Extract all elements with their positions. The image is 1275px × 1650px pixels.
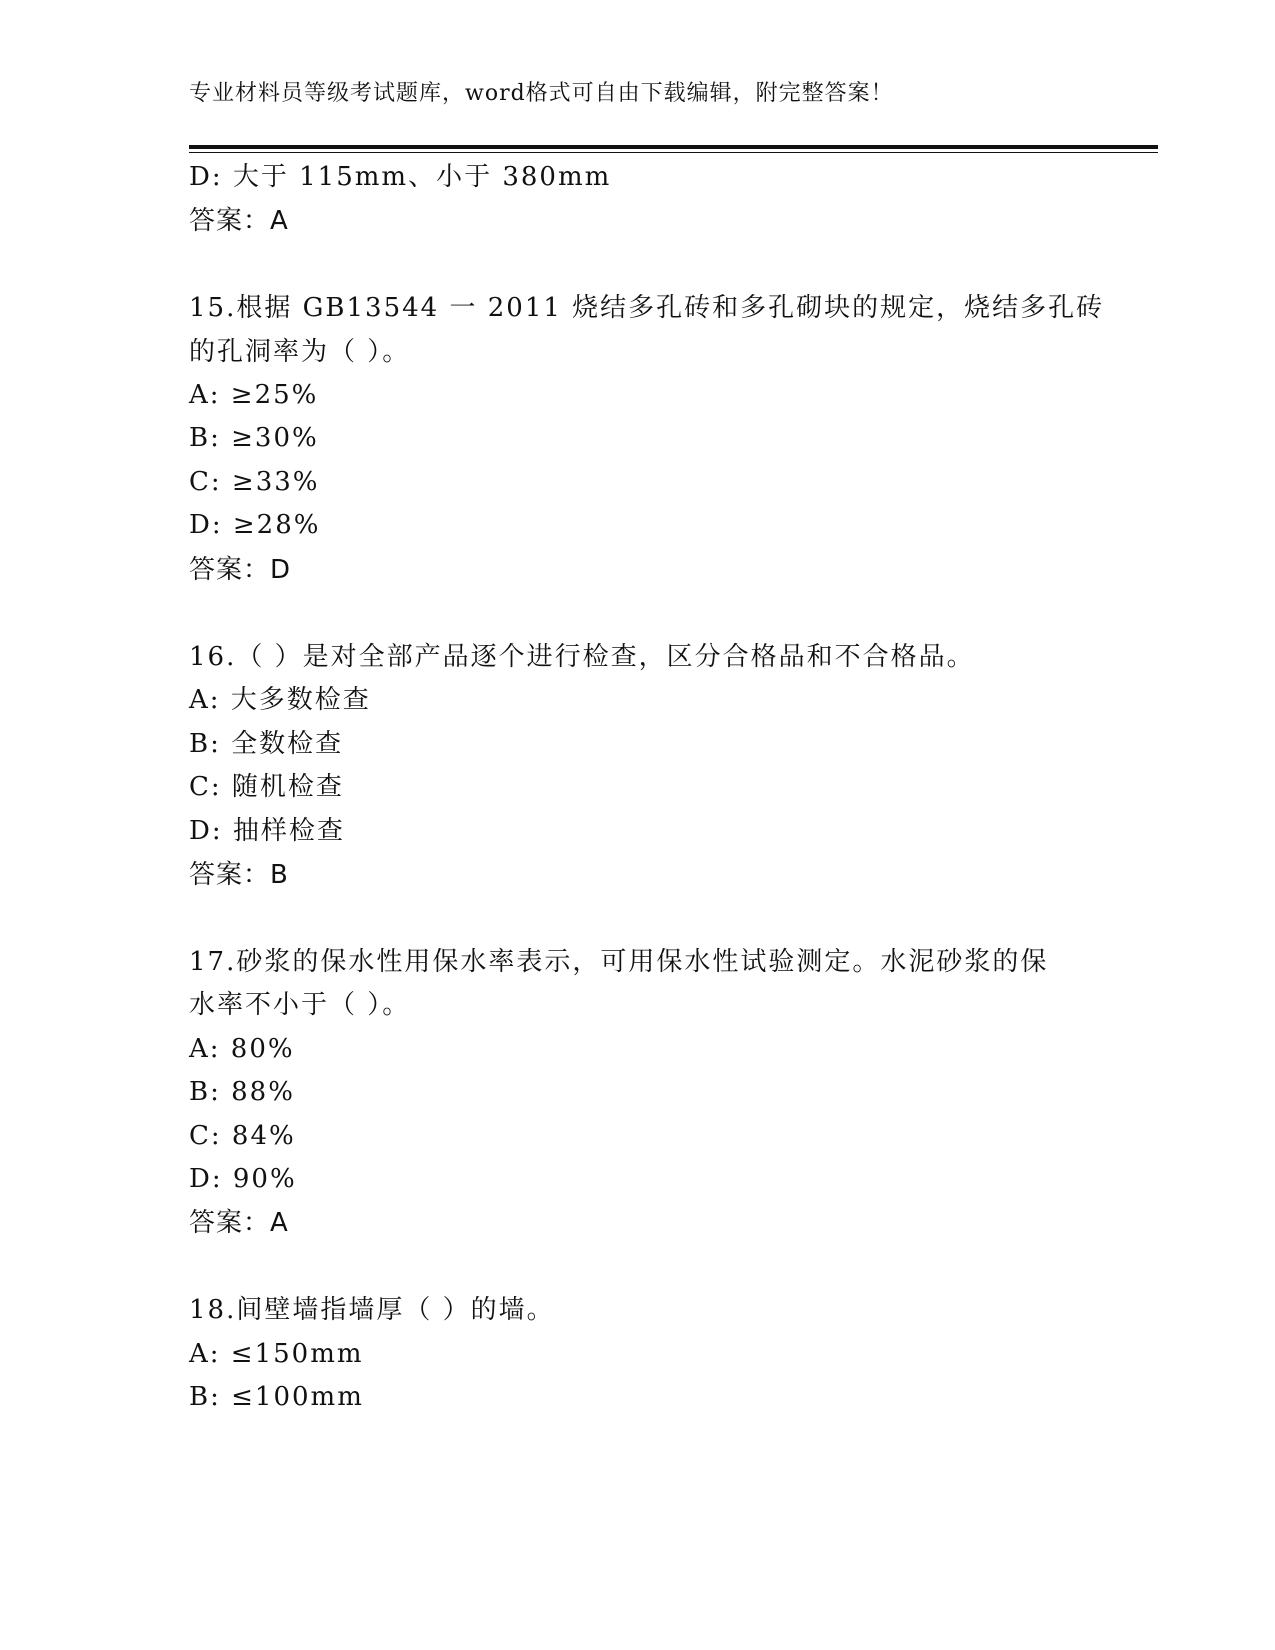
question-17-text: 17.砂浆的保水性用保水率表示，可用保水性试验测定。水泥砂浆的保 bbox=[189, 947, 1049, 977]
option-d: D: 抽样检查 bbox=[189, 816, 345, 846]
question-15-text: 15.根据 GB13544 一 2011 烧结多孔砖和多孔砌块的规定，烧结多孔砖 bbox=[189, 293, 1105, 323]
answer-line: 答案：A bbox=[189, 206, 289, 236]
header-rule-thick bbox=[189, 145, 1158, 149]
option-c: C: 随机检查 bbox=[189, 772, 344, 802]
option-a: A: 大多数检查 bbox=[189, 685, 371, 715]
option-d: D: 90% bbox=[189, 1164, 297, 1194]
question-17-text-cont: 水率不小于（ ）。 bbox=[189, 990, 411, 1020]
option-d: D: ≥28% bbox=[189, 510, 321, 540]
option-a: A: ≤150mm bbox=[189, 1339, 364, 1369]
answer-line: 答案：B bbox=[189, 860, 289, 890]
question-16-text: 16.（ ）是对全部产品逐个进行检查，区分合格品和不合格品。 bbox=[189, 642, 975, 672]
option-c: C: ≥33% bbox=[189, 467, 320, 497]
page-header: 专业材料员等级考试题库，word格式可自由下载编辑，附完整答案！ bbox=[189, 81, 894, 106]
option-b: B: ≥30% bbox=[189, 423, 319, 453]
option-a: A: 80% bbox=[189, 1034, 295, 1064]
option-b: B: 88% bbox=[189, 1077, 295, 1107]
question-15-text-cont: 的孔洞率为（ ）。 bbox=[189, 337, 411, 367]
answer-line: 答案：D bbox=[189, 555, 292, 585]
option-b: B: ≤100mm bbox=[189, 1382, 364, 1412]
header-rule-thin bbox=[189, 152, 1158, 153]
question-18-text: 18.间壁墙指墙厚（ ）的墙。 bbox=[189, 1295, 555, 1325]
option-c: C: 84% bbox=[189, 1121, 296, 1151]
option-b: B: 全数检查 bbox=[189, 729, 344, 759]
option-a: A: ≥25% bbox=[189, 380, 319, 410]
answer-line: 答案：A bbox=[189, 1208, 289, 1238]
option-d: D: 大于 115mm、小于 380mm bbox=[189, 162, 612, 192]
